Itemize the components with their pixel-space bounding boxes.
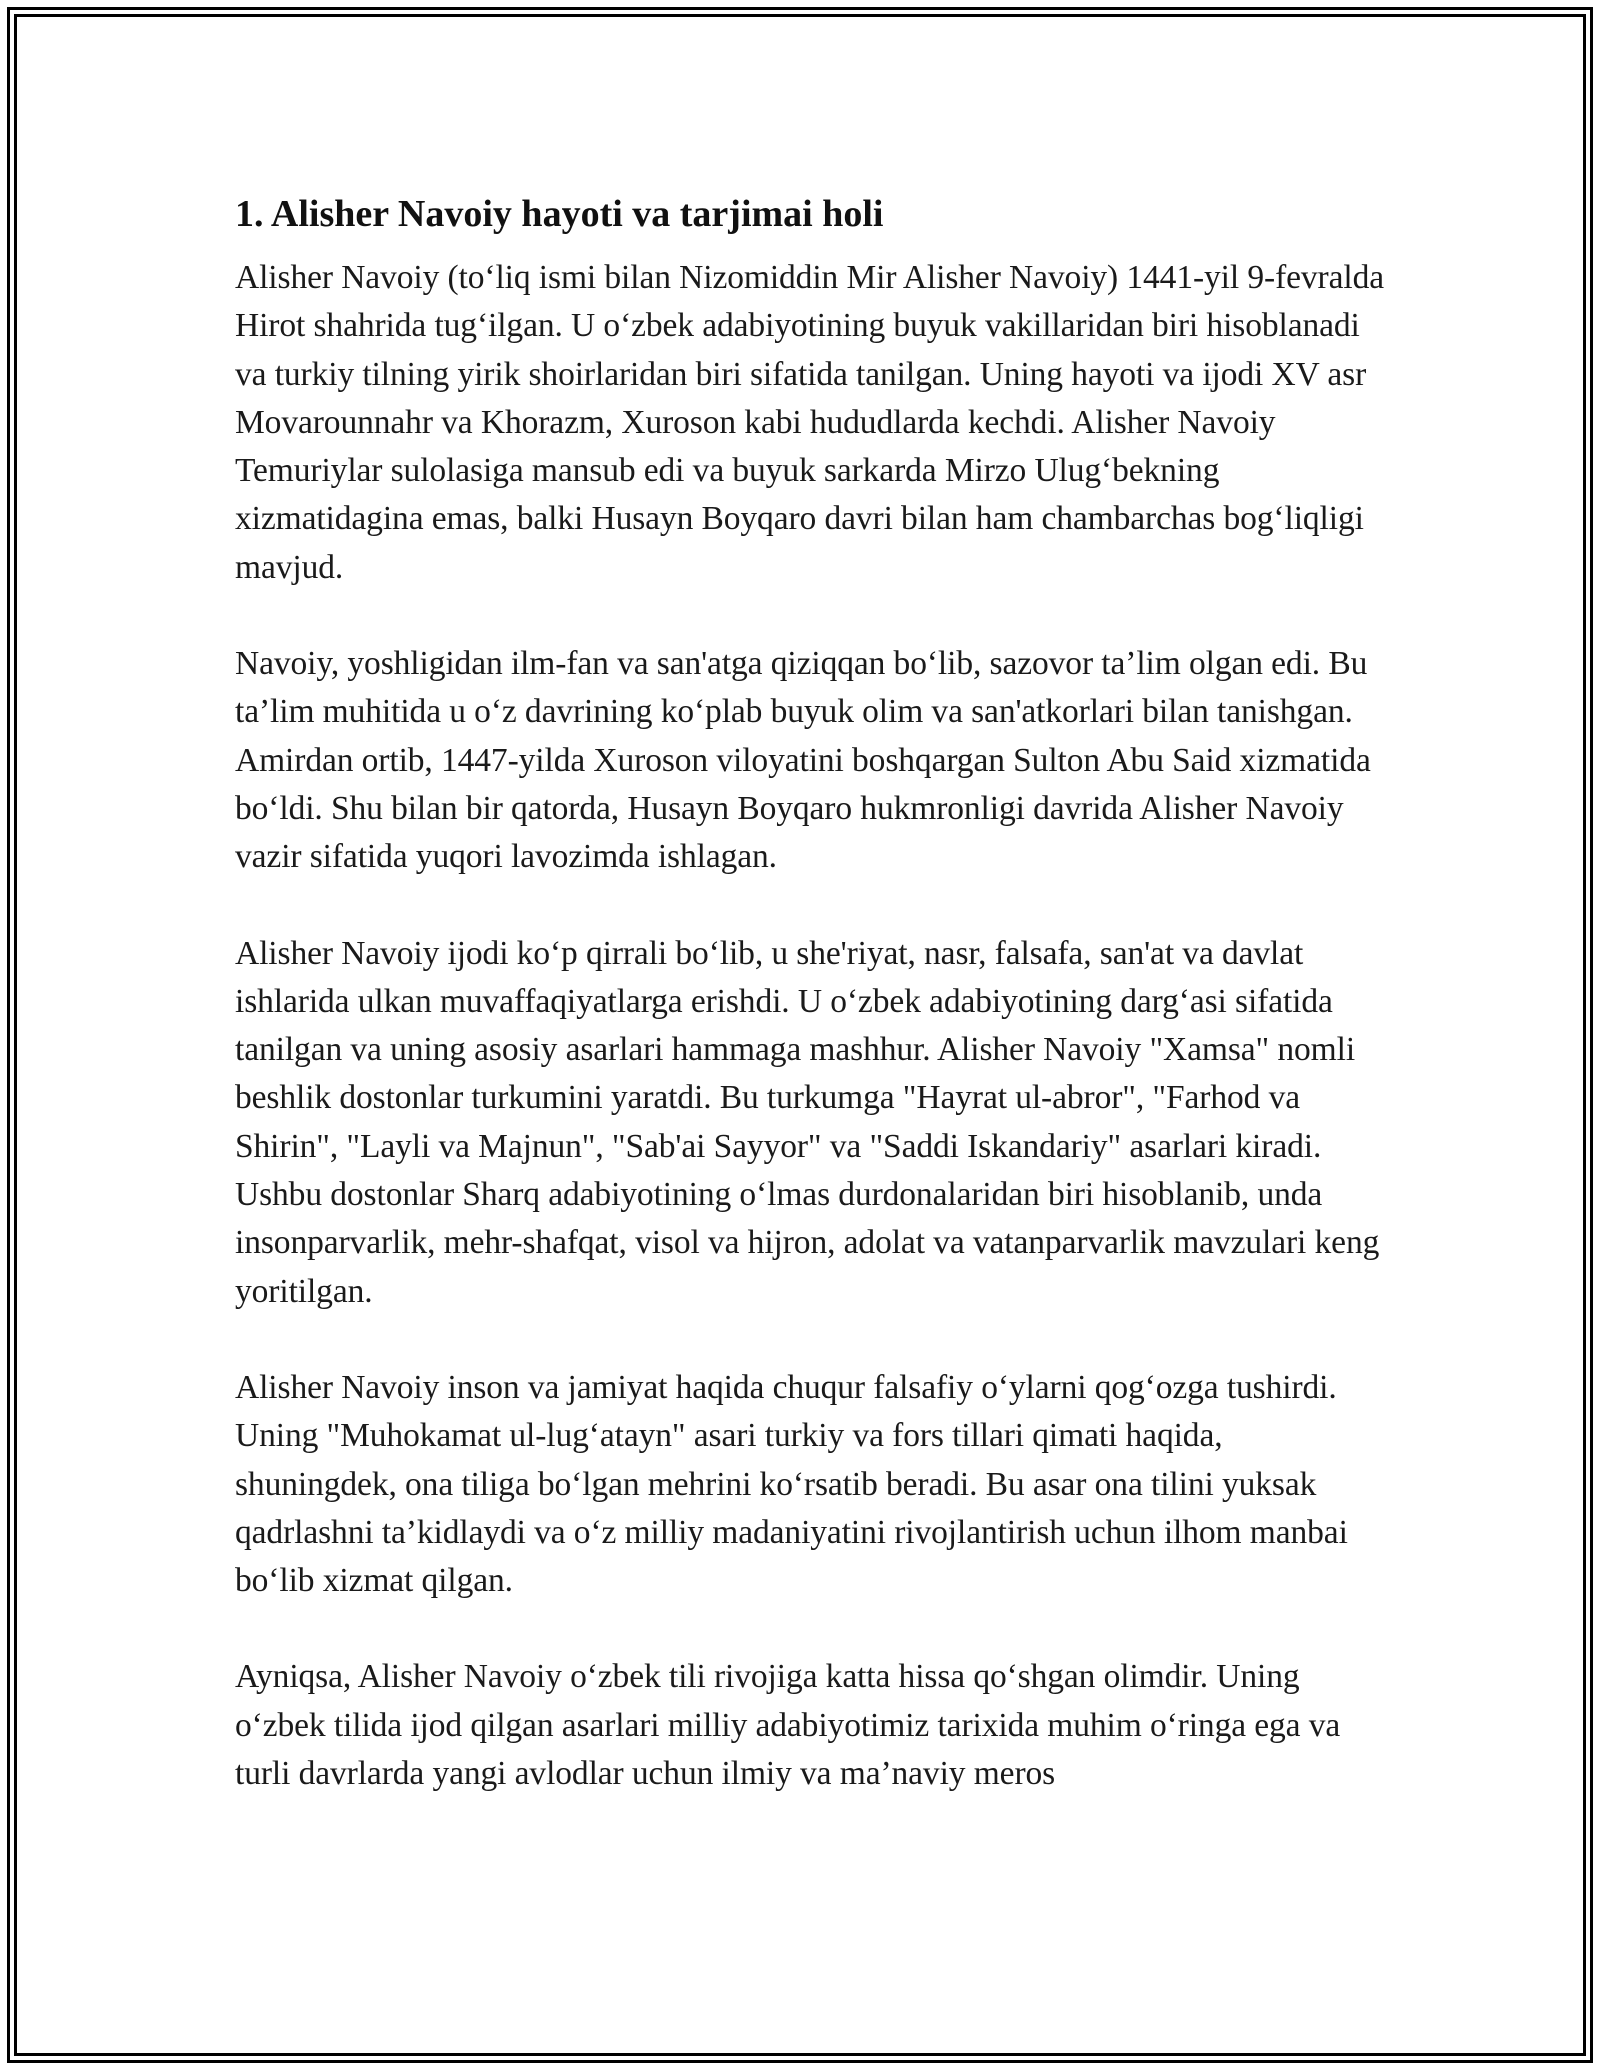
section-heading: 1. Alisher Navoiy hayoti va tarjimai holi — [235, 193, 884, 235]
paragraph-philosophy: Alisher Navoiy inson va jamiyat haqida chuqur falsafiy o‘ylarni qog‘ozga tushirdi. Uning "Muhokamat ul-lug‘atayn" asari turkiy va fors tillari qimati haqida, shuningdek, ona tiliga bo‘lgan mehrini ko‘rsatib beradi. Bu asar ona tilini yuksak qadrlashni ta’kidlaydi va o‘z milliy madaniyatini rivojlantirish uchun ilhom manbai bo‘lib xizmat qilgan. — [235, 1368, 1348, 1600]
paragraph-birth: Alisher Navoiy (to‘liq ismi bilan Nizomiddin Mir Alisher Navoiy) 1441-yil 9-fevralda Hirot shahrida tug‘ilgan. U o‘zbek adabiyotining buyuk vakillaridan biri hisoblanadi va turkiy tilning yirik shoirlaridan biri sifatida tanilgan. Uning hayoti va ijodi XV asr Movarounnahr va Khorazm, Xuroson kabi hududlarda kechdi. Alisher Navoiy Temuriylar sulolasiga mansub edi va buyuk sarkarda Mirzo Ulug‘bekning xizmatidagina emas, balki Husayn Boyqaro davri bilan ham chambarchas bog‘liqligi mavjud. — [235, 259, 1385, 586]
document-body — [235, 186, 1385, 1846]
paragraph-language: Ayniqsa, Alisher Navoiy o‘zbek tili rivojiga katta hissa qo‘shgan olimdir. Uning o‘zbek tilida ijod qilgan asarlari milliy adabiyotimiz tarixida muhim o‘ringa ega va turli davrlarda yangi avlodlar uchun ilmiy va ma’naviy meros — [235, 1658, 1341, 1793]
paragraph-works: Alisher Navoiy ijodi ko‘p qirrali bo‘lib, u she'riyat, nasr, falsafa, san'at va davlat ishlarida ulkan muvaffaqiyatlarga erishdi. U o‘zbek adabiyotining darg‘asi sifatida tanilgan va uning asosiy asarlari hammaga mashhur. Alisher Navoiy "Xamsa" nomli beshlik dostonlar turkumini yaratdi. Bu turkumga "Hayrat ul-abror", "Farhod va Shirin", "Layli va Majnun", "Sab'ai Sayyor" va "Saddi Iskandariy" asarlari kiradi. Ushbu dostonlar Sharq adabiyotining o‘lmas durdonalaridan biri hisoblanib, unda insonparvarlik, mehr-shafqat, visol va hijron, adolat va vatanparvarlik mavzulari keng yoritilgan. — [235, 934, 1380, 1310]
paragraph-education: Navoiy, yoshligidan ilm-fan va san'atga qiziqqan bo‘lib, sazovor ta’lim olgan edi. Bu ta’lim muhitida u o‘z davrining ko‘plab buyuk olim va san'atkorlari bilan tanishgan. Amirdan ortib, 1447-yilda Xuroson viloyatini boshqargan Sulton Abu Said xizmatida bo‘ldi. Shu bilan bir qatorda, Husayn Boyqaro hukmronligi davrida Alisher Navoiy vazir sifatida yuqori lavozimda ishlagan. — [235, 645, 1371, 876]
